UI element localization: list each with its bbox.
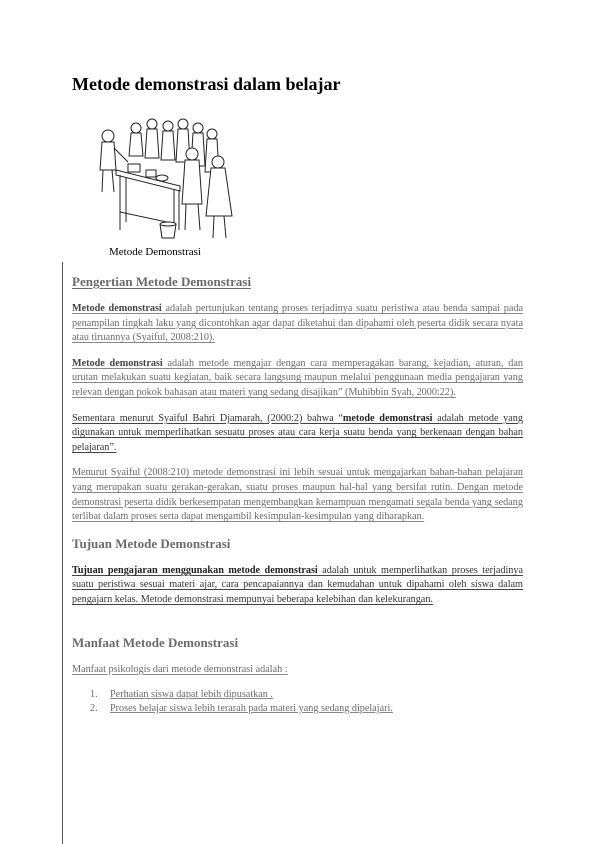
page-title: Metode demonstrasi dalam belajar <box>72 74 341 94</box>
manfaat-list <box>72 688 523 715</box>
section-heading-tujuan: Tujuan Metode Demonstrasi <box>72 535 231 551</box>
section-heading-manfaat: Manfaat Metode Demonstrasi <box>72 634 239 650</box>
bold-term: Metode demonstrasi <box>72 357 163 369</box>
paragraph-text: adalah pertunjukan tentang proses terjadinya suatu peristiwa atau benda sampai pada penampilan tingkah laku yang dicontohkan agar dapat diketahui dan dipahami oleh peserta didik secara nyata atau tiruannya (Syaiful, 2008:210). <box>72 303 523 344</box>
document-body <box>72 274 523 715</box>
bold-term: Tujuan pengajaran menggunakan metode demonstrasi <box>72 564 318 576</box>
paragraph-pengertian-2 <box>72 357 523 401</box>
list-item <box>90 688 523 702</box>
paragraph-text: adalah metode yang digunakan untuk memperlihatkan sesuatu proses atau cara kerja suatu benda yang berkenaan dengan bahan pelajaran”. <box>72 412 523 453</box>
bold-term: metode demonstrasi <box>342 412 433 424</box>
list-item-text: Proses belajar siswa lebih terarah pada materi yang sedang dipelajari. <box>110 702 393 714</box>
list-item-text: Perhatian siswa dapat lebih dipusatkan . <box>110 689 273 701</box>
list-item <box>90 702 523 716</box>
paragraph-pengertian-4: Menurut Syaiful (2008:210) metode demonstrasi ini lebih sesuai untuk mengajarkan bahan-bahan pelajaran yang merupakan suatu gerakan-gerakan, suatu proses maupun hal-hal yang bersifat rutin. Dengan metode demonstrasi peserta didik berkesempatan mengembangkan kemampuan mengamati segala benda yang sedang terlibat dalam proses serta dapat mengambil kesimpulan-kesimpulan yang diharapkan. <box>72 467 523 523</box>
paragraph-pengertian-1 <box>72 302 523 346</box>
list-number: 2. <box>90 702 98 714</box>
paragraph-manfaat-intro: Manfaat psikologis dari metode demonstrasi adalah : <box>72 663 288 675</box>
paragraph-pengertian-3 <box>72 412 523 456</box>
paragraph-text: adalah untuk memperlihatkan proses terjadinya suatu peristiwa sesuai materi ajar, cara pencapaiannya dan kemudahan untuk dipahami oleh siswa dalam pengajarn kelas. Metode demonstrasi mempunyai beberapa kelebihan dan kelekurangan. <box>72 564 523 605</box>
spacer <box>72 619 523 635</box>
section-heading-pengertian: Pengertian Metode Demonstrasi <box>72 274 252 289</box>
figure-caption: Metode Demonstrasi <box>109 246 201 258</box>
paragraph-text: adalah metode mengajar dengan cara memperagakan barang, kejadian, aturan, dan urutan melakukan suatu kegiatan, baik secara langsung maupun melalui penggunaan media pengajaran yang relevan dengan pokok bahasan atau materi yang sedang disajikan” (Muhibbin Syah, 2000:22). <box>72 357 523 398</box>
paragraph-text: Sementara menurut Syaiful Bahri Djamarah, (2000:2) bahwa “ <box>72 412 343 424</box>
classroom-demonstration-illustration-icon <box>88 112 248 244</box>
paragraph-tujuan-1 <box>72 564 523 608</box>
list-number: 1. <box>90 689 98 701</box>
bold-term: Metode demonstrasi <box>72 303 162 314</box>
left-margin-rule <box>62 262 63 844</box>
